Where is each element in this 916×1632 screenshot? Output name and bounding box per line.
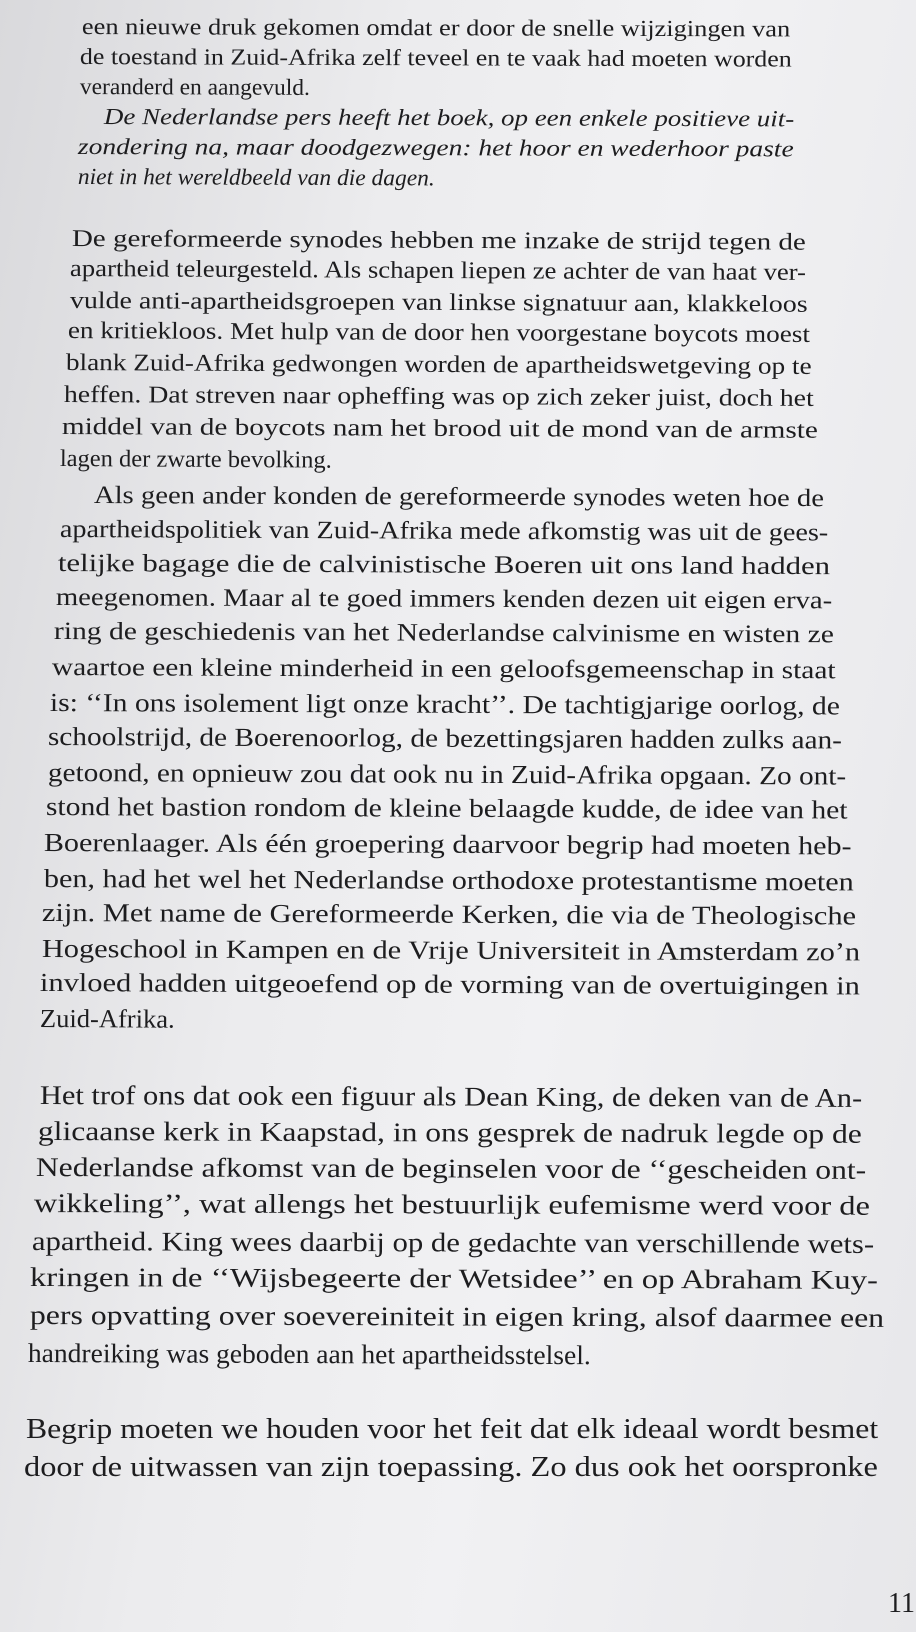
text-line: Hogeschool in Kampen en de Vrije Universiteit in Amsterdam zo’n	[41, 934, 861, 967]
text-line: getoond, en opnieuw zou dat ook nu in Zuid-Afrika opgaan. Zo ont-	[47, 758, 847, 791]
text-line: schoolstrijd, de Boerenoorlog, de bezettingsjaren hadden zulks aan-	[47, 722, 843, 755]
text-line: de toestand in Zuid-Afrika zelf teveel en te vaak had moeten worden	[79, 44, 792, 72]
text-line: Als geen ander konden de gereformeerde synodes weten hoe de	[93, 482, 825, 513]
text-line: lagen der zwarte bevolking.	[59, 446, 332, 474]
text-line: glicaanse kerk in Kaapstad, in ons gesprek de nadruk legde op de	[37, 1116, 862, 1149]
text-line: ring de geschiedenis van het Nederlandse calvinisme en wisten ze	[53, 618, 835, 649]
text-line: Nederlandse afkomst van de beginselen voor de ‘‘gescheiden ont-	[35, 1152, 867, 1185]
page-number: 11	[888, 1588, 915, 1619]
text-line: Boerenlaager. Als één groepering daarvoor begrip had moeten heb-	[43, 828, 852, 861]
text-line: De gereformeerde synodes hebben me inzake de strijd tegen de	[71, 226, 806, 256]
text-line: vulde anti-apartheidsgroepen van linkse signatuur aan, klakkeloos	[69, 288, 808, 318]
text-line: Zuid-Afrika.	[39, 1004, 175, 1034]
text-line: zondering na, maar doodgezwegen: het hoor en wederhoor paste	[77, 134, 794, 162]
text-line: apartheid teleurgesteld. Als schapen liepen ze achter de van haat ver-	[69, 256, 807, 286]
text-line: Het trof ons dat ook een figuur als Dean King, de deken van de An-	[39, 1080, 863, 1113]
text-line: door de uitwassen van zijn toepassing. Zo dus ook het oorspronke	[24, 1452, 878, 1483]
text-line: heffen. Dat streven naar opheffing was op zich zeker juist, doch het	[63, 382, 814, 412]
text-line: apartheid. King wees daarbij op de gedachte van verschillende wets-	[31, 1226, 875, 1259]
text-line: pers opvatting over soevereiniteit in eigen kring, alsof daarmee een	[29, 1300, 885, 1333]
text-line: invloed hadden uitgeoefend op de vorming van de overtuigingen in	[39, 968, 860, 1001]
text-line: ben, had het wel het Nederlandse orthodoxe protestantisme moeten	[43, 864, 854, 897]
text-line: Begrip moeten we houden voor het feit dat elk ideaal wordt besmet	[26, 1414, 879, 1445]
text-line: blank Zuid-Afrika gedwongen worden de apartheidswetgeving op te	[65, 350, 812, 380]
text-line: De Nederlandse pers heeft het boek, op een enkele positieve uit-	[103, 104, 795, 132]
text-line: veranderd en aangevuld.	[79, 74, 310, 100]
text-line: is: ‘‘In ons isolement ligt onze kracht’’. De tachtigjarige oorlog, de	[49, 688, 841, 721]
text-line: en kritiekloos. Met hulp van de door hen voorgestane boycots moest	[67, 318, 811, 348]
text-line: kringen in de ‘‘Wijsbegeerte der Wetsidee’’ en op Abraham Kuy-	[29, 1262, 878, 1295]
text-line: handreiking was geboden aan het apartheidsstelsel.	[27, 1338, 591, 1371]
text-line: niet in het wereldbeeld van die dagen.	[77, 164, 435, 191]
text-line: waartoe een kleine minderheid in een geloofsgemeenschap in staat	[51, 654, 836, 685]
text-line: stond het bastion rondom de kleine belaagde kudde, de idee van het	[45, 792, 848, 825]
text-line: een nieuwe druk gekomen omdat er door de snelle wijzigingen van	[81, 14, 791, 42]
text-line: apartheidspolitiek van Zuid-Afrika mede afkomstig was uit de gees-	[59, 516, 829, 547]
text-line: telijke bagage die de calvinistische Boeren uit ons land hadden	[57, 550, 831, 581]
text-line: meegenomen. Maar al te goed immers kenden dezen uit eigen erva-	[55, 584, 833, 615]
text-line: middel van de boycots nam het brood uit de mond van de armste	[61, 414, 818, 444]
text-line: zijn. Met name de Gereformeerde Kerken, die via de Theologische	[41, 898, 857, 931]
text-line: wikkeling’’, wat allengs het bestuurlijk eufemisme werd voor de	[33, 1188, 870, 1221]
